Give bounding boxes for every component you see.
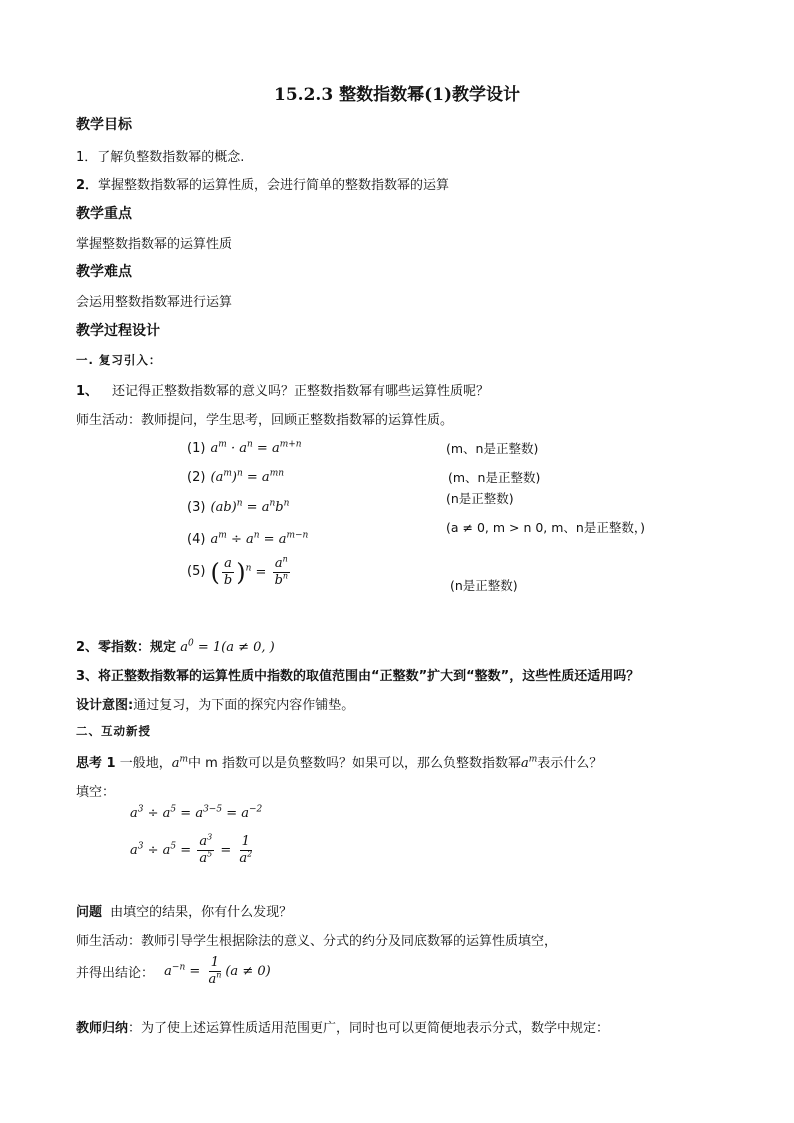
rule-2-label: (2) [187,470,206,485]
teacher-activity-1: 师生活动：教师提问，学生思考，回顾正整数指数幂的运算性质。 [76,413,454,428]
review-question-1-number: 1、 [76,384,99,399]
zero-exponent-formula: $a^0 = 1$ [180,638,222,655]
think-1-text-a: 一般地， [119,756,172,771]
rule-1-label: (1) [187,441,206,456]
rule-2 [187,466,284,485]
conclusion-line [76,955,271,988]
design-intent-text: 通过复习，为下面的探究内容作铺垫。 [133,698,355,713]
think-1-text-c: 表示什么？ [537,756,603,771]
difficulty-heading: 教学难点 [76,264,132,280]
rule-1-formula: $a^m \cdot a^n = a^{m+n}$ [210,439,302,456]
teacher-summary-label: 教师归纳 [76,1021,129,1036]
design-intent-label: 设计意图: [76,698,134,713]
design-intent [76,694,354,713]
rule-4-label: (4) [187,532,206,547]
rule-2-condition: (m、n是正整数) [448,470,541,485]
rule-5-formula: ( $\frac{a}{b}$ )$^n$ = $\frac{a^n}{b^n}$ [210,554,289,588]
think-1-term-2: $a^m$ [520,754,538,771]
review-question-1-text: 还记得正整数指数幂的意义吗？正整数指数幂有哪些运算性质呢？ [112,384,490,399]
goal-item-2-number: 2． [76,178,99,193]
zero-exponent-label: 2、零指数：规定 [76,640,177,655]
fill-label: 填空： [76,785,116,800]
conclusion-condition: (a ≠ 0) [225,964,271,979]
conclusion-label: 并得出结论： [76,966,155,981]
review-question-1 [76,380,489,399]
review-question-3: 3、将正整数指数幂的运算性质中指数的取值范围由“正整数”扩大到“整数”，这些性质还适用吗？ [76,669,640,684]
rule-3-condition: (n是正整数) [446,491,514,506]
rule-2-formula: $(a^m)^n = a^{mn}$ [210,468,285,485]
rule-4 [187,528,308,547]
think-1-text-b: 中 m 指数可以是负整数吗？如果可以，那么负整数指数幂 [188,756,521,771]
key-text: 掌握整数指数幂的运算性质 [76,237,233,252]
fill-formula-1: $a^3 \div a^5 = a^{3-5} = a^{-2}$ [130,804,263,821]
rule-4-formula: $a^m \div a^n = a^{m-n}$ [210,530,309,547]
review-heading: 一. 复习引入： [76,353,162,367]
think-1 [76,752,602,771]
rule-5-label: (5) [187,564,206,579]
process-heading: 教学过程设计 [76,323,160,339]
zero-exponent-condition: (a ≠ 0, ) [221,640,275,655]
rule-1-condition: (m、n是正整数) [446,441,539,456]
question-text: 由填空的结果，你有什么发现？ [110,905,293,920]
rule-5-condition: (n是正整数) [450,578,518,593]
fill-formula-2: $a^3 \div a^5$ = $\frac{a^3}{a^5}$ = $\frac{1}{a^2}$ [130,832,253,866]
teacher-summary-text: ：为了使上述运算性质适用范围更广，同时也可以更简便地表示分式，数学中规定： [128,1021,610,1036]
difficulty-text: 会运用整数指数幂进行运算 [76,295,233,310]
goal-item-1: 1．了解负整数指数幂的概念. [76,150,245,165]
page-title: 15.2.3 整数指数幂(1)教学设计 [274,85,520,105]
question [76,901,292,920]
zero-exponent-line [76,636,275,655]
question-label: 问题 [76,905,103,920]
think-1-label: 思考 1 [76,756,116,771]
rule-1 [187,437,302,456]
rule-3-formula: $(ab)^n = a^nb^n$ [210,498,290,515]
conclusion-formula: $a^{-n}$ = $\frac{1}{a^n}$ [164,955,222,987]
teacher-summary [76,1017,609,1036]
new-lesson-heading: 二、互动新授 [76,724,151,738]
rule-3-label: (3) [187,500,206,515]
goal-item-2-text: 掌握整数指数幂的运算性质，会进行简单的整数指数幂的运算 [98,178,450,193]
goal-item-2 [76,174,449,193]
think-1-term: $a^m$ [171,754,189,771]
rule-3 [187,496,289,515]
teacher-activity-2: 师生活动：教师引导学生根据除法的意义、分式的约分及同底数幂的运算性质填空， [76,934,558,949]
key-heading: 教学重点 [76,206,132,222]
rule-4-condition: (a ≠ 0, m > n 0, m、n是正整数，) [446,520,645,535]
goals-heading: 教学目标 [76,117,132,133]
rule-5 [187,556,292,589]
